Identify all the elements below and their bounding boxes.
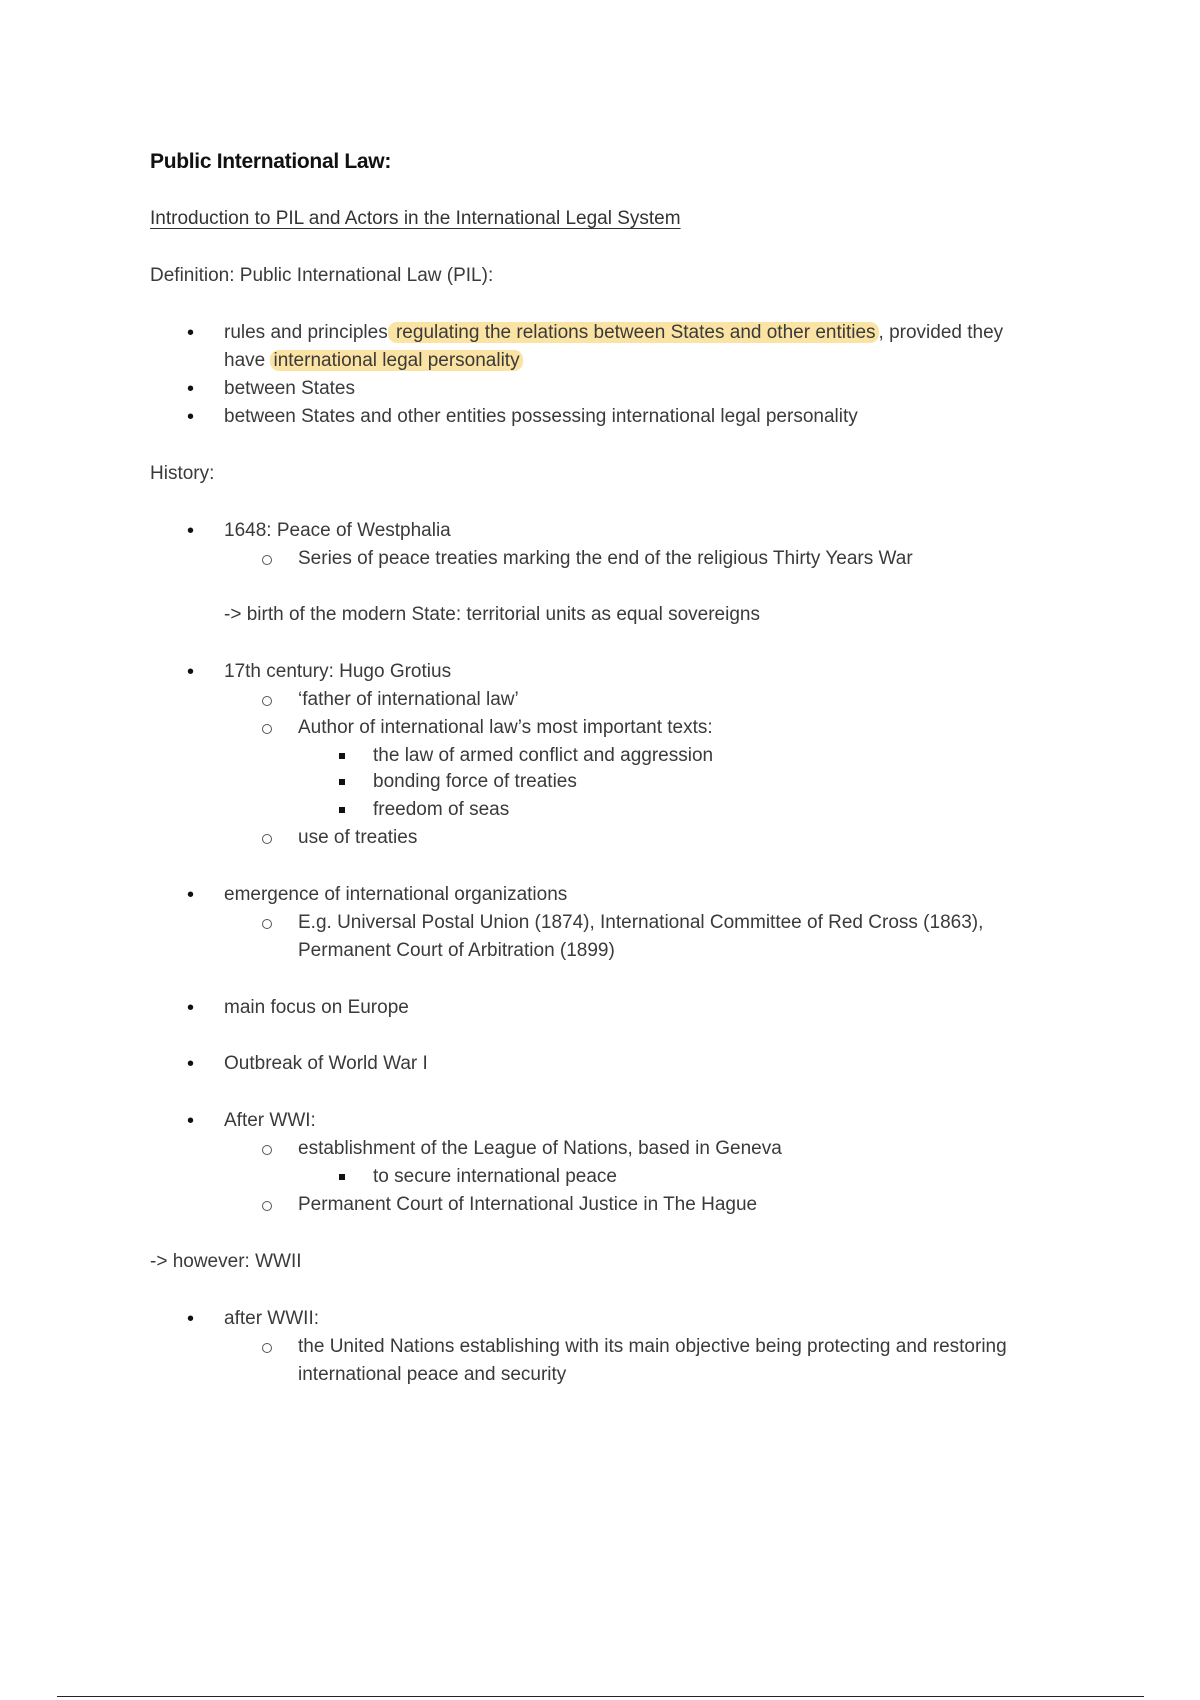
definition-item-1 <box>224 319 1003 347</box>
square-bullet-icon <box>339 1174 345 1180</box>
square-bullet-icon <box>339 779 345 785</box>
orgs-detail-line-2: Permanent Court of Arbitration (1899) <box>298 940 615 961</box>
bullet-icon: • <box>187 884 195 906</box>
definition-item-3: between States and other entities possessing international legal personality <box>224 406 858 427</box>
def-text: have <box>224 350 271 371</box>
square-bullet-icon <box>339 753 345 759</box>
history-item-after-wwii: after WWII: <box>224 1308 319 1329</box>
circle-bullet-icon <box>262 834 272 844</box>
circle-bullet-icon <box>262 1343 272 1353</box>
history-item-orgs: emergence of international organizations <box>224 884 568 905</box>
circle-bullet-icon <box>262 724 272 734</box>
circle-bullet-icon <box>262 696 272 706</box>
bullet-icon: • <box>187 1053 195 1075</box>
bullet-icon: • <box>187 997 195 1019</box>
history-item-europe: main focus on Europe <box>224 997 409 1018</box>
highlight: international legal personality <box>270 350 522 371</box>
un-detail-line-2: international peace and security <box>298 1364 567 1385</box>
westphalia-detail: Series of peace treaties marking the end of the religious Thirty Years War <box>298 548 913 569</box>
grotius-detail-3: use of treaties <box>298 827 418 848</box>
def-text: , provided they <box>878 322 1004 343</box>
definition-item-2: between States <box>224 378 355 399</box>
however-note: -> however: WWII <box>150 1251 302 1272</box>
circle-bullet-icon <box>262 1201 272 1211</box>
bullet-icon: • <box>187 520 195 542</box>
bullet-icon: • <box>187 322 195 344</box>
grotius-detail-1: ‘father of international law’ <box>298 689 519 710</box>
section-subtitle: Introduction to PIL and Actors in the International Legal System <box>150 208 681 229</box>
definition-item-1-cont <box>224 347 523 375</box>
grotius-text-1: the law of armed conflict and aggression <box>373 745 714 766</box>
league-purpose: to secure international peace <box>373 1166 617 1187</box>
def-text: rules and principles <box>224 322 388 343</box>
history-item-wwi: Outbreak of World War I <box>224 1053 428 1074</box>
footer-divider <box>57 1696 1144 1697</box>
pcij-detail: Permanent Court of International Justice in The Hague <box>298 1194 758 1215</box>
grotius-detail-2: Author of international law’s most important texts: <box>298 717 713 738</box>
history-heading: History: <box>150 463 215 484</box>
definition-heading: Definition: Public International Law (PIL): <box>150 265 494 286</box>
history-item-westphalia: 1648: Peace of Westphalia <box>224 520 451 541</box>
square-bullet-icon <box>339 807 345 813</box>
league-detail: establishment of the League of Nations, based in Geneva <box>298 1138 782 1159</box>
highlight: regulating the relations between States and other entities <box>388 322 879 343</box>
un-detail-line-1: the United Nations establishing with its main objective being protecting and restoring <box>298 1336 1007 1357</box>
document-title: Public International Law: <box>150 150 392 173</box>
orgs-detail-line-1: E.g. Universal Postal Union (1874), International Committee of Red Cross (1863), <box>298 912 984 933</box>
circle-bullet-icon <box>262 919 272 929</box>
circle-bullet-icon <box>262 555 272 565</box>
grotius-text-3: freedom of seas <box>373 799 510 820</box>
grotius-text-2: bonding force of treaties <box>373 771 577 792</box>
westphalia-note: -> birth of the modern State: territorial units as equal sovereigns <box>224 604 760 625</box>
bullet-icon: • <box>187 661 195 683</box>
bullet-icon: • <box>187 1110 195 1132</box>
circle-bullet-icon <box>262 1145 272 1155</box>
bullet-icon: • <box>187 406 195 428</box>
history-item-grotius: 17th century: Hugo Grotius <box>224 661 452 682</box>
history-item-after-wwi: After WWI: <box>224 1110 316 1131</box>
bullet-icon: • <box>187 378 195 400</box>
bullet-icon: • <box>187 1308 195 1330</box>
